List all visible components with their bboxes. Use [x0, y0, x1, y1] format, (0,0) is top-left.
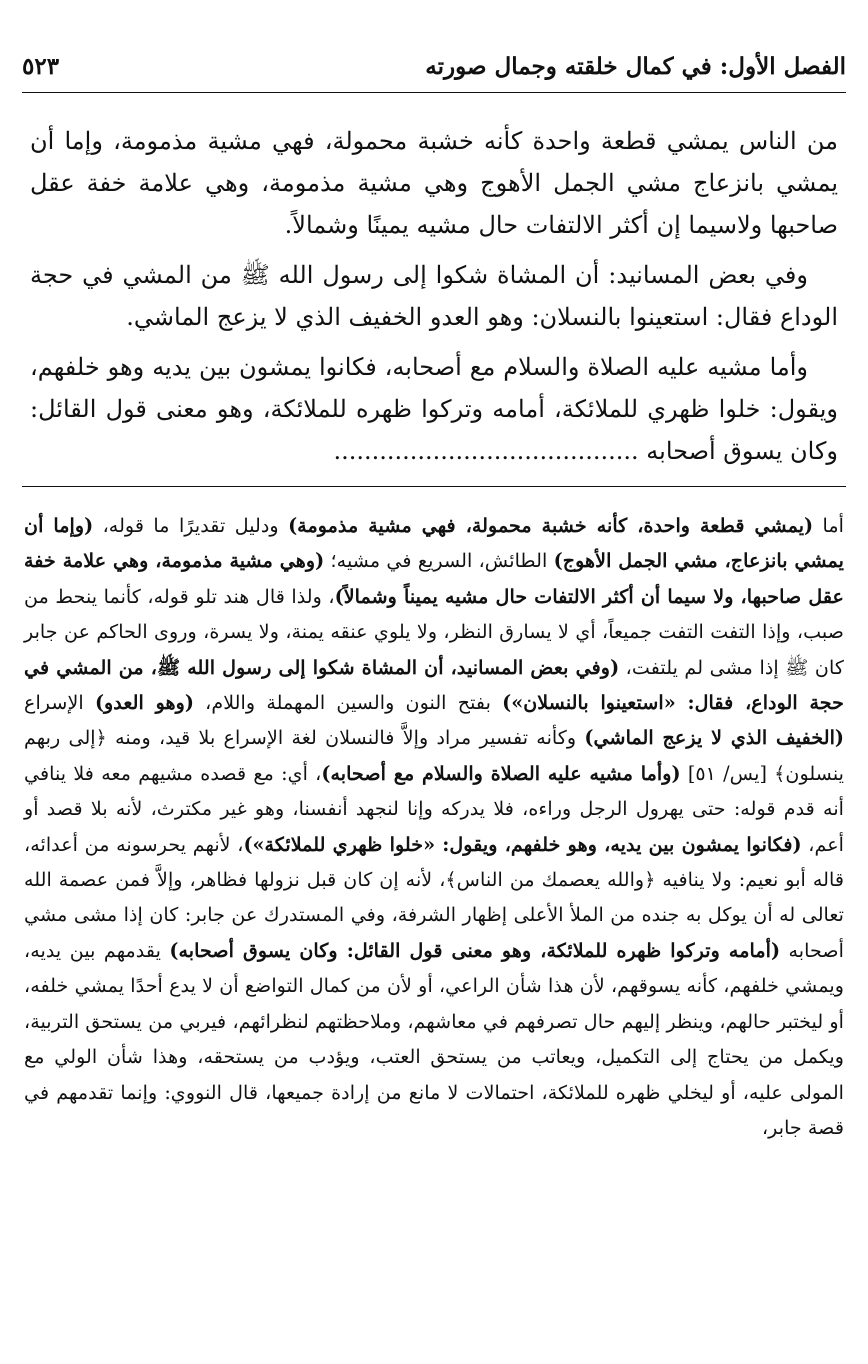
- quoted-matn: (وفي بعض المسانيد، أن المشاة شكوا إلى رسول الله ﷺ، من المشي في حجة الوداع، فقال: «استعينوا بالنسلان»): [24, 655, 844, 715]
- running-head: [22, 46, 846, 86]
- commentary-text-run: ، أي: مع قصده مشيهم معه فلا ينافي أنه قدم قوله: حتى يهرول الرجل وراءه، فلا يدركه وإنا لنجهد أنفسنا، وهو غير مكترث، لأنه بلا قصد أو أعم،: [24, 761, 844, 856]
- commentary-text-run: ودليل تقديرًا ما قوله،: [93, 514, 289, 537]
- commentary-paragraph: [24, 508, 844, 1145]
- commentary-text-run: أما: [813, 514, 844, 537]
- main-paragraph-1: من الناس يمشي قطعة واحدة كأنه خشبة محمولة، فهي مشية مذمومة، وإما أن يمشي بانزعاج مشي الجمل الأهوج وهي مشية مذمومة، وهي علامة خفة عقل صاحبها ولاسيما إن أكثر الالتفات حال مشيه يمينًا وشمالاً.: [30, 127, 838, 239]
- commentary-text-run: ، ولذا قال هند تلو قوله، كأنما ينحط من صبب، وإذا التفت التفت جميعاً، أي لا يسارق النظر، ولا يلوي عنقه يمنة، ولا يسرة، وروى الحاكم عن جابر كان ﷺ إذا مشى لم يلتفت،: [24, 584, 845, 679]
- commentary-text-run: الطائش، السريع في مشيه؛: [324, 549, 554, 573]
- quoted-matn: (وإما أن يمشي بانزعاج، مشي الجمل الأهوج): [24, 514, 844, 573]
- main-text: [30, 120, 838, 480]
- page-number: ٥٢٣: [22, 52, 60, 80]
- commentary-text: [24, 508, 844, 1145]
- main-paragraph-3: [30, 346, 838, 472]
- footnote-separator-rule: [22, 486, 846, 487]
- quoted-matn: (يمشي قطعة واحدة، كأنه خشبة محمولة، فهي مشية مذمومة): [288, 514, 814, 537]
- commentary-text-run: ، لأنهم يحرسونه من أعدائه، قاله أبو نعيم: ولا ينافيه ﴿والله يعصمك من الناس﴾، لأنه إن كان قبل نزولها فظاهر، وإلاَّ فمن عصمة الله تعالى له أن يوكل به جنده من الملأ الأعلى إظهار الشرفة، وفي المستدرك عن جابر: كان إذا مشى مشي أصحابه: [24, 832, 844, 962]
- main-paragraph-2: وفي بعض المسانيد: أن المشاة شكوا إلى رسول الله ﷺ من المشي في حجة الوداع فقال: استعينوا بالنسلان: وهو العدو الخفيف الذي لا يزعج الماشي.: [30, 261, 838, 331]
- chapter-title: الفصل الأول: في كمال خلقته وجمال صورته: [425, 52, 846, 80]
- quoted-matn: (فكانوا يمشون بين يديه، وهو خلفهم، ويقول: «خلوا ظهري للملائكة»): [243, 832, 802, 856]
- quoted-matn: (وأما مشيه عليه الصلاة والسلام مع أصحابه): [321, 761, 681, 785]
- commentary-text-run: بفتح النون والسين المهملة واللام،: [193, 691, 503, 715]
- quoted-matn: (وهو العدو): [94, 691, 194, 715]
- quoted-matn: (الخفيف الذي لا يزعج الماشي): [584, 726, 844, 750]
- main-paragraph-3-text: وأما مشيه عليه الصلاة والسلام مع أصحابه، فكانوا يمشون بين يديه وهو خلفهم، ويقول: خلوا ظهري للملائكة، أمامه وتركوا ظهره للملائكة، وهو معنى قول القائل: وكان يسوق أصحابه: [30, 353, 838, 465]
- commentary-text-run: الإسراع: [24, 691, 95, 715]
- quoted-matn: (وهي مشية مذمومة، وهي علامة خفة عقل صاحبها، ولا سيما أن أكثر الالتفات حال مشيه يميناً وشمالاً): [24, 549, 845, 608]
- commentary-text-run: يقدمهم بين يديه، ويمشي خلفهم، كأنه يسوقهم، لأن هذا شأن الراعي، أو لأن من كمال التواضع أن لا يدع أحدًا يمشي خلفه، أو ليختبر حالهم، وينظر إليهم حال تصرفهم في معاشهم، وملاحظتهم لنظرائهم، فيربي من يستحق التربية، ويكمل من يحتاج إلى التكميل، ويعاتب من يستحق العتب، ويؤدب من يستحقه، وهذا شأن الولي مع المولى عليه، أو ليخلي ظهره للملائكة، احتمالات لا مانع من إرادة جميعها، قال النووي: وإنما تقدمهم في قصة جابر،: [24, 938, 844, 1139]
- header-rule: [22, 92, 846, 93]
- commentary-text-run: وكأنه تفسير مراد وإلاَّ فالنسلان لغة الإسراع بلا قيد، ومنه ﴿إلى ربهم ينسلون﴾ [يس/ ٥١]: [24, 726, 844, 785]
- ellipsis-dots: ........................................: [333, 437, 639, 465]
- quoted-matn: (أمامه وتركوا ظهره للملائكة، وهو معنى قول القائل: وكان يسوق أصحابه): [169, 938, 781, 962]
